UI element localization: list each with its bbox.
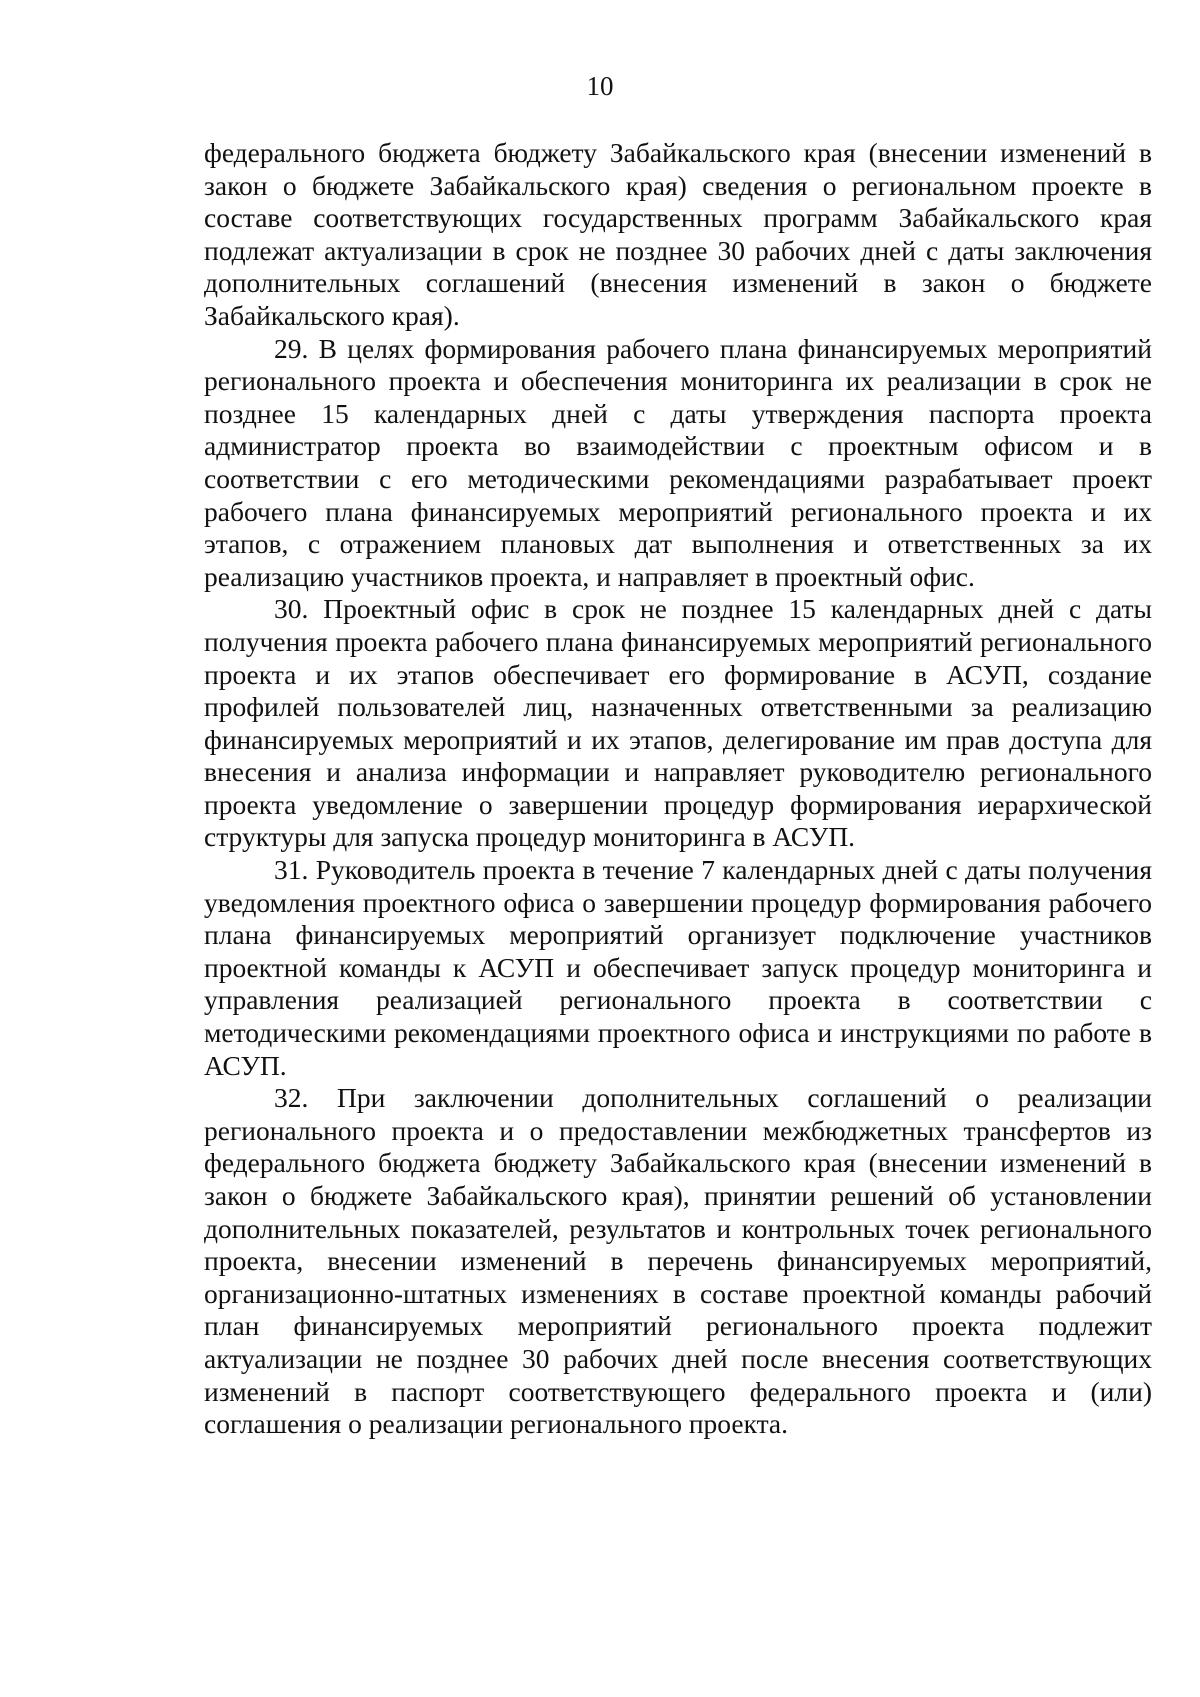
page-number: 10 — [586, 71, 614, 101]
paragraph-continuation: федерального бюджета бюджету Забайкальского края (внесении изменений в закон о бюджете Забайкальского края) сведения о региональном проекте в составе соответствующих государственных программ Забайкальского края подлежат актуализации в срок не позднее 30 рабочих дней с даты заключения дополнительных соглашений (внесения изменений в закон о бюджете Забайкальского края). — [204, 137, 1152, 331]
paragraph-30: 30. Проектный офис в срок не позднее 15 календарных дней с даты получения проекта рабочего плана финансируемых мероприятий регионального проекта и их этапов обеспечивает его формирование в АСУП, создание профилей пользователей лиц, назначенных ответственными за реализацию финансируемых мероприятий и их этапов, делегирование им прав доступа для внесения и анализа информации и направляет руководителю регионального проекта уведомление о завершении процедур формирования иерархической структуры для запуска процедур мониторинга в АСУП. — [204, 593, 1152, 853]
paragraph-29: 29. В целях формирования рабочего плана финансируемых мероприятий регионального проекта и обеспечения мониторинга их реализации в срок не позднее 15 календарных дней с даты утверждения паспорта проекта администратор проекта во взаимодействии с проектным офисом и в соответствии с его методическими рекомендациями разрабатывает проект рабочего плана финансируемых мероприятий регионального проекта и их этапов, с отражением плановых дат выполнения и ответственных за их реализацию участников проекта, и направляет в проектный офис. — [204, 332, 1152, 592]
paragraph-31: 31. Руководитель проекта в течение 7 календарных дней с даты получения уведомления проектного офиса о завершении процедур формирования рабочего плана финансируемых мероприятий организует подключение участников проектной команды к АСУП и обеспечивает запуск процедур мониторинга и управления реализацией регионального проекта в соответствии с методическими рекомендациями проектного офиса и инструкциями по работе в АСУП. — [204, 854, 1152, 1081]
paragraph-32: 32. При заключении дополнительных соглашений о реализации регионального проекта и о предоставлении межбюджетных трансфертов из федерального бюджета бюджету Забайкальского края (внесении изменений в закон о бюджете Забайкальского края), принятии решений об установлении дополнительных показателей, результатов и контрольных точек регионального проекта, внесении изменений в перечень финансируемых мероприятий, организационно-штатных изменениях в составе проектной команды рабочий план финансируемых мероприятий регионального проекта подлежит актуализации не позднее 30 рабочих дней после внесения соответствующих изменений в паспорт соответствующего федерального проекта и (или) соглашения о реализации регионального проекта. — [204, 1082, 1152, 1440]
document-body — [204, 137, 1152, 1441]
